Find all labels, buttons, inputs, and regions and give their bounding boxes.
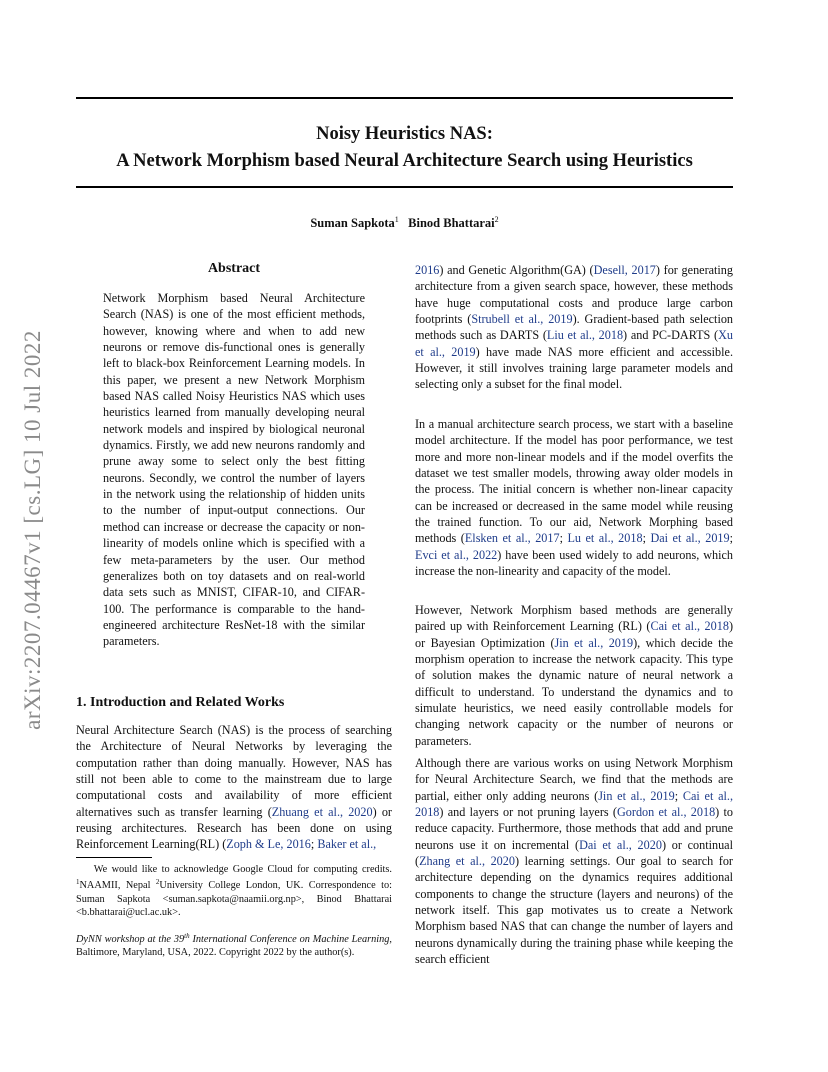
author-name: Binod Bhattarai [408,216,495,230]
right-paragraph-1: 2016) and Genetic Algorithm(GA) (Desell, 2017) for generating architecture from a given search space, however, these methods have huge computational costs and produce large carbon footprints (Strubell et al., 2019). Gradient-based path selection methods such as DARTS (Liu et al., 2018) and PC-DARTS (Xu et al., 2019) have made NAS more efficient and accessible. However, it still involves training large parameter models and selecting only a subset for the final model. [415,263,734,392]
citation-link[interactable]: Lu et al., 2018 [567,531,643,546]
title-bottom-rule [76,186,733,188]
affiliation-mark: 1 [394,215,399,224]
footnote: We would like to acknowledge Google Cloud for computing credits. $^1$NAAMII, Nepal $^2$University College London, UK. Correspondence to: Suman Sapkota <suman.sapkota@naamii.org.np>, Binod Bhattarai <b.bhattarai@ucl.ac.uk>. [76,864,393,918]
intro-paragraph: Neural Architecture Search (NAS) is the process of searching the Architecture of Neural Networks by leveraging the computation rather than doing manually. However, NAS has still not been able to come to the mainstream due to large computational costs and availability of more efficient alternatives such as transfer learning (Zhuang et al., 2020) or reusing architectures. Research has been done on using Reinforcement Learning(RL) (Zoph & Le, 2016; Baker et al., [76,723,392,852]
workshop-note: DyNN workshop at the 39th International Conference on Machine Learning, Baltimore, Maryland, USA, 2022. Copyright 2022 by the author(s). [76,932,392,959]
abstract-text: Network Morphism based Neural Architecture Search (NAS) is one of the most efficient methods, however, knowing where and when to add new neurons or remove dis-functional ones is generally left to black-box Reinforcement Learning models. In this paper, we present a new Network Morphism based NAS called Noisy Heuristics NAS which uses heuristics learned from manually developing neural network models and inspired by biological neuronal dynamics. Firstly, we add new neurons randomly and prune away some to select only the best fitting neurons. Secondly, we control the number of layers in the network using the relationship of hidden units to the number of input-output connections. Our method can increase or decrease the capacity or non-linearity of models online which is specified with a few meta-parameters by the user. Our method generalizes both on toy datasets and on real-world data sets such as MNIST, CIFAR-10, and CIFAR-100. The performance is comparable to the hand-engineered architecture ResNet-18 with the similar parameters. [103,291,365,649]
section-heading: 1. Introduction and Related Works [76,695,285,710]
citation-link[interactable]: Cai et al., 2018 [650,619,729,634]
citation-link[interactable]: Gordon et al., 2018 [616,805,716,820]
top-rule [76,97,733,99]
abstract-heading: Abstract [207,261,261,276]
footnote-rule [76,857,152,858]
author-name: Suman Sapkota [310,216,395,230]
right-paragraph-2: In a manual architecture search process, we start with a baseline model architecture. If the model has poor performance, we test more and more non-linear models and if the model overfits the dataset we test smaller models, throwing away older models in the process. The initial concern is whether non-linear capacity can be increased or decreased in the same model while reusing the trained function. To our aid, Network Morphing based methods (Elsken et al., 2017; Lu et al., 2018; Dai et al., 2019; Evci et al., 2022) have been used widely to add neurons, which increase the non-linearity and capacity of the model. [415,417,733,579]
citation-link[interactable]: Desell, 2017 [593,263,656,277]
citation-link[interactable]: Dai et al., 2020 [579,837,662,852]
citation-link[interactable]: Elsken et al., 2017 [464,531,560,546]
title-line-1: Noisy Heuristics NAS: [316,124,493,144]
author-list [76,215,733,231]
title-line-2: A Network Morphism based Neural Architecture Search using Heuristics [116,151,693,171]
arxiv-stamp: arXiv:2207.04467v1 [cs.LG] 10 Jul 2022 [20,330,45,730]
citation-link[interactable]: Xu et al., 2019 [415,328,733,359]
citation-link[interactable]: Liu et al., 2018 [546,328,624,343]
citation-link[interactable]: Evci et al., 2022 [415,547,498,562]
citation-link[interactable]: Zoph & Le, 2016 [226,837,311,852]
affiliation-mark: 2 [494,215,499,224]
right-paragraph-3: However, Network Morphism based methods are generally paired up with Reinforcement Learning (RL) (Cai et al., 2018) or Bayesian Optimization (Jin et al., 2019), which decide the morphism operation to increase the network capacity. This type of solution makes the dynamic nature of neural network a difficult to understand. To understand the dynamics and to simulate heuristics, we need easily controllable models for changing network capacity or the number of neurons or parameters. [415,603,733,748]
paper-title [76,121,733,175]
citation-link[interactable]: 2016 [415,263,440,277]
citation-link[interactable]: Baker et al., [317,837,377,852]
citation-link[interactable]: Zhang et al., 2020 [419,854,515,869]
citation-link[interactable]: Dai et al., 2019 [650,531,730,546]
citation-link[interactable]: Cai et al., 2018 [415,788,733,820]
citation-link[interactable]: Zhuang et al., 2020 [271,804,373,819]
citation-link[interactable]: Jin et al., 2019 [554,635,634,650]
citation-link[interactable]: Strubell et al., 2019 [471,312,573,327]
citation-link[interactable]: Jin et al., 2019 [598,788,675,803]
right-paragraph-4: Although there are various works on using Network Morphism for Neural Architecture Search, we find that the methods are partial, either only adding neurons (Jin et al., 2019; Cai et al., 2018) and layers or not pruning layers (Gordon et al., 2018) to reduce capacity. Furthermore, those methods that add and prune neurons use it on incremental (Dai et al., 2020) or continual (Zhang et al., 2020) learning settings. Our goal to search for architecture depending on the dynamics requires additional components to change the structure (layers and neurons) of the network itself. This gap motivates us to create a Network Morphism based NAS that can change the number of layers and neurons dynamically during the training phase while keeping the search efficient [415,756,734,967]
